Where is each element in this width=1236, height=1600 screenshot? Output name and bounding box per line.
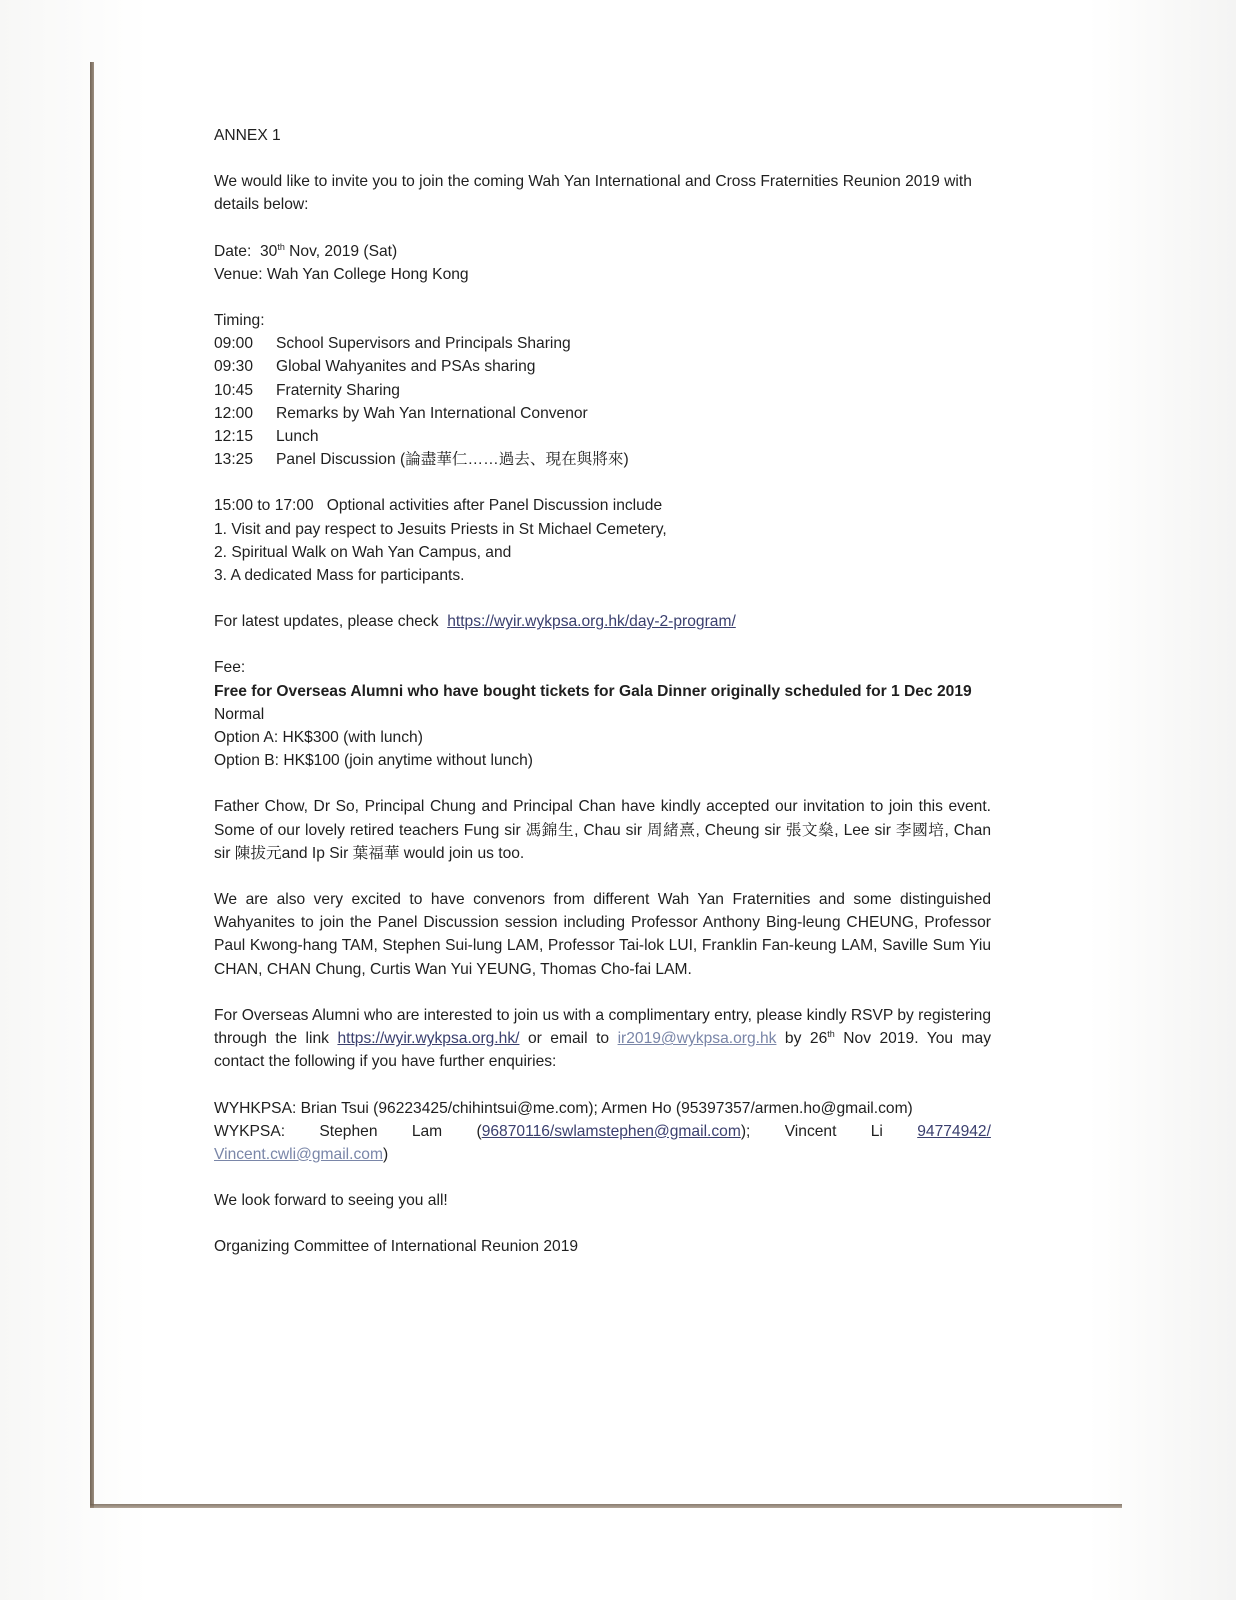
annex-heading: ANNEX 1 <box>214 127 281 144</box>
document-body <box>214 124 991 1259</box>
contact-wykpsa-continued: Vincent.cwli@gmail.com) <box>214 1145 389 1163</box>
timing-text: Fraternity Sharing <box>276 381 400 399</box>
timing-item <box>214 355 991 378</box>
intro-paragraph: We would like to invite you to join the coming Wah Yan International and Cross Fraternities Reunion 2019 with details below: <box>214 173 972 214</box>
timing-item <box>214 402 991 425</box>
signature-line: Organizing Committee of International Reunion 2019 <box>214 1238 579 1256</box>
closing-line: We look forward to seeing you all! <box>214 1192 448 1210</box>
timing-time: 09:30 <box>214 358 254 376</box>
program-link[interactable]: https://wyir.wykpsa.org.hk/day-2-program/ <box>447 613 736 631</box>
timing-label: Timing: <box>214 312 265 330</box>
optional-activity-item: 2. Spiritual Walk on Wah Yan Campus, and <box>214 543 512 561</box>
guests-paragraph: Father Chow, Dr So, Principal Chung and Principal Chan have kindly accepted our invitation to join this event. Some of our lovely retired teachers Fung sir 馮錦生, Chau sir 周緒熹, Cheung sir 張文燊, Lee sir 李國培, Chan sir 陳拔元and Ip Sir 葉福華 would join us too. <box>214 798 991 862</box>
contact-link-vincent-phone[interactable]: 94774942/ <box>917 1122 991 1140</box>
fee-label: Fee: <box>214 659 246 677</box>
timing-item <box>214 425 991 448</box>
optional-activity-item: 1. Visit and pay respect to Jesuits Priests in St Michael Cemetery, <box>214 520 667 538</box>
timing-time: 13:25 <box>214 451 254 469</box>
panel-paragraph: We are also very excited to have convenors from different Wah Yan Fraternities and some distinguished Wahyanites to join the Panel Discussion session including Professor Anthony Bing-leung CHEUNG, Professor Paul Kwong-hang TAM, Stephen Sui-lung LAM, Professor Tai-lok LUI, Franklin Fan-keung LAM, Saville Sum Yiu CHAN, CHAN Chung, Curtis Wan Yui YEUNG, Thomas Cho-fai LAM. <box>214 891 991 978</box>
contact-wyhkpsa: WYHKPSA: Brian Tsui (96223425/chihintsui@me.com); Armen Ho (95397357/armen.ho@gmail.com) <box>214 1099 913 1117</box>
scan-edge-bottom <box>90 1504 1122 1508</box>
timing-item <box>214 332 991 355</box>
timing-text: School Supervisors and Principals Sharing <box>276 335 571 353</box>
fee-option-a: Option A: HK$300 (with lunch) <box>214 729 423 747</box>
fee-free-note: Free for Overseas Alumni who have bought tickets for Gala Dinner originally scheduled for 1 Dec 2019 <box>214 682 972 700</box>
event-venue: Venue: Wah Yan College Hong Kong <box>214 265 469 283</box>
timing-text: Global Wahyanites and PSAs sharing <box>276 358 536 376</box>
fee-normal-label: Normal <box>214 705 265 723</box>
timing-time: 10:45 <box>214 381 254 399</box>
timing-time: 09:00 <box>214 335 254 353</box>
optional-activities-header: 15:00 to 17:00 Optional activities after Panel Discussion include <box>214 497 663 515</box>
timing-text: Panel Discussion (論盡華仁……過去、現在與將來) <box>276 451 629 469</box>
optional-activity-item: 3. A dedicated Mass for participants. <box>214 567 465 585</box>
rsvp-email-link[interactable]: ir2019@wykpsa.org.hk <box>617 1030 777 1048</box>
timing-text: Remarks by Wah Yan International Convenor <box>276 404 588 422</box>
event-date: Date: 30th Nov, 2019 (Sat) <box>214 241 398 260</box>
registration-link[interactable]: https://wyir.wykpsa.org.hk/ <box>337 1030 520 1048</box>
rsvp-paragraph: For Overseas Alumni who are interested to join us with a complimentary entry, please kindly RSVP by registering through the link https://wyir.wykpsa.org.hk/ or email to ir2019@wykpsa.org.hk by 26th Nov 2019. You may contact the following if you have further enquiries: <box>214 1006 992 1071</box>
timing-time: 12:00 <box>214 404 254 422</box>
timing-item <box>214 448 991 471</box>
timing-item <box>214 379 991 402</box>
contact-wykpsa: WYKPSA: Stephen Lam (96870116/swlamstephen@gmail.com); Vincent Li 94774942/ <box>214 1120 991 1143</box>
timing-time: 12:15 <box>214 428 254 446</box>
contact-link-stephen[interactable]: 96870116/swlamstephen@gmail.com <box>481 1122 741 1140</box>
fee-option-b: Option B: HK$100 (join anytime without lunch) <box>214 752 533 770</box>
timing-text: Lunch <box>276 428 319 446</box>
contact-link-vincent-email[interactable]: Vincent.cwli@gmail.com <box>214 1145 383 1163</box>
scan-edge-left <box>90 62 94 1508</box>
updates-line: For latest updates, please check https://wyir.wykpsa.org.hk/day-2-program/ <box>214 613 736 631</box>
